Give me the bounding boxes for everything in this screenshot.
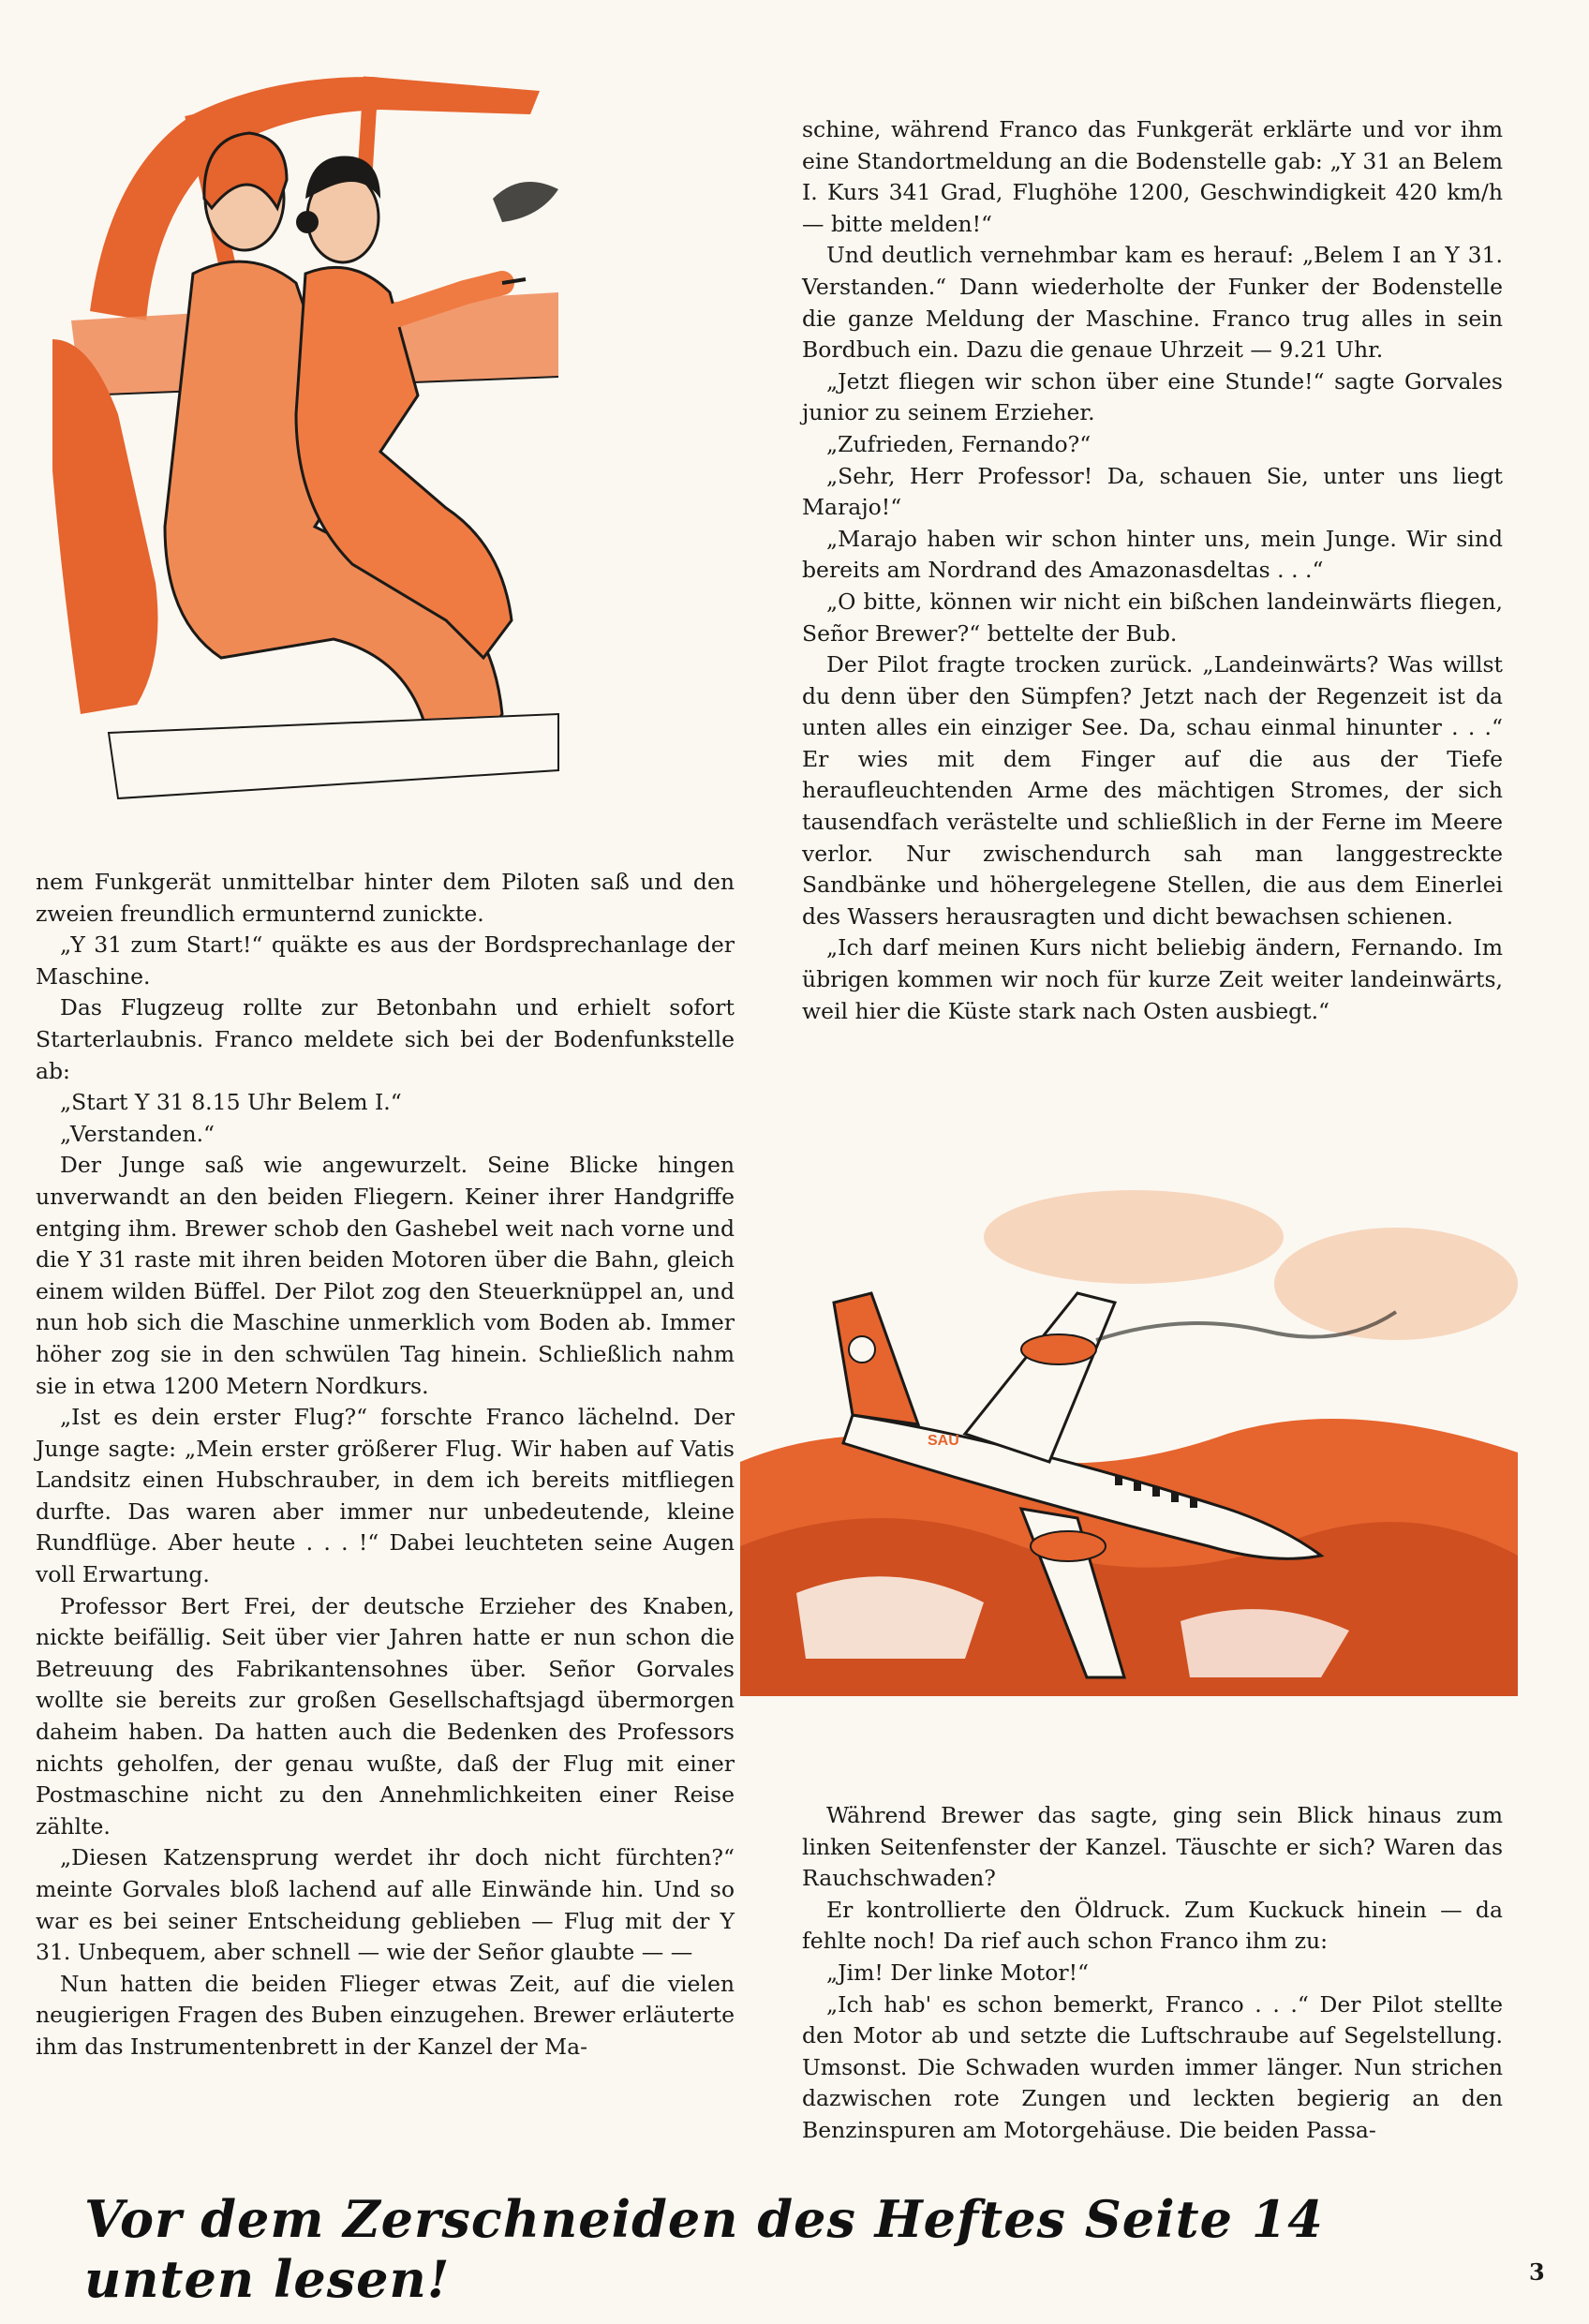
paragraph: „Verstanden.“	[60, 1120, 215, 1147]
paragraph: „Diesen Katzensprung werdet ihr doch nicht fürchten?“ meinte Gorvales bloß lachend auf alle Einwände hin. Und so war es bei seiner Entscheidung geblieben — Flug mit der Y 31. Unbequem, aber schnell — wie der Señor glaubte — —	[36, 1844, 735, 1966]
footer-note: Vor dem Zerschneiden des Heftes Seite 14 unten lesen!	[84, 2189, 1324, 2309]
paragraph: Professor Bert Frei, der deutsche Erzieher des Knaben, nickte beifällig. Seit über vier Jahren hatte er nun schon die Betreuung des Fabrikantensohnes über. Señor Gorvales wollte sie bereits zur großen Gesellschaftsjagd übermorgen daheim haben. Da hatten auch die Bedenken des Professors nichts geholfen, der genau wußte, daß der Flug mit einer Postmaschine nicht zu den Annehmlichkeiten einer Reise zählte.	[36, 1592, 735, 1840]
right-column-bottom	[802, 1800, 1503, 2147]
paragraph: „Ich hab' es schon bemerkt, Franco . . .“ Der Pilot stellte den Motor ab und setzte die Luftschraube auf Segelstellung. Umsonst. Die Schwaden wurden immer länger. Nun strichen dazwischen rote Zungen und leckten begierig an den Benzinspuren am Motorgehäuse. Die beiden Passa-	[802, 1990, 1503, 2143]
paragraph: „O bitte, können wir nicht ein bißchen landeinwärts fliegen, Señor Brewer?“ bettelte der Bub.	[802, 588, 1503, 647]
paragraph: nem Funkgerät unmittelbar hinter dem Piloten saß und den zweien freundlich ermunternd zunickte.	[36, 869, 735, 927]
paragraph: „Marajo haben wir schon hinter uns, mein Junge. Wir sind bereits am Nordrand des Amazonasdeltas . . .“	[802, 525, 1503, 584]
paragraph: „Jetzt fliegen wir schon über eine Stunde!“ sagte Gorvales junior zu seinem Erzieher.	[802, 367, 1503, 426]
paragraph: Der Pilot fragte trocken zurück. „Landeinwärts? Was willst du denn über den Sümpfen? Jetzt nach der Regenzeit ist da unten alles ein einziger See. Da, schau einmal hinunter . . .“ Er wies mit dem Finger auf die aus der Tiefe heraufleuchtenden Arme des mächtigen Stromes, der sich tausendfach verästelte und schließlich in der Ferne im Meere verlor. Nur zwischendurch sah man langgestreckte Sandbänke und höhergelegene Stellen, die aus dem Einerlei des Wassers herausragten und dicht bewachsen schienen.	[802, 651, 1503, 930]
right-column-top	[802, 114, 1503, 1027]
paragraph: Und deutlich vernehmbar kam es herauf: „Belem I an Y 31. Verstanden.“ Dann wiederholte der Funker der Bodenstelle die ganze Meldung der Maschine. Franco trug alles in sein Bordbuch ein. Dazu die genaue Uhrzeit — 9.21 Uhr.	[802, 242, 1503, 364]
cockpit-drawing	[52, 58, 577, 836]
paragraph: Der Junge saß wie angewurzelt. Seine Blicke hingen unverwandt an den beiden Fliegern. Keiner ihrer Handgriffe entging ihm. Brewer schob den Gashebel weit nach vorne und die Y 31 raste mit ihren beiden Motoren über die Bahn, gleich einem wilden Büffel. Der Pilot zog den Steuerknüppel an, und nun hob sich die Maschine unmerklich vom Boden ab. Immer höher zog sie in den schwülen Tag hinein. Schließlich nahm sie in etwa 1200 Metern Nordkurs.	[36, 1152, 735, 1399]
paragraph: „Ich darf meinen Kurs nicht beliebig ändern, Fernando. Im übrigen kommen wir noch für kurze Zeit weiter landeinwärts, weil hier die Küste stark nach Osten ausbiegt.“	[802, 934, 1503, 1024]
paragraph: „Ist es dein erster Flug?“ forschte Franco lächelnd. Der Junge sagte: „Mein erster größerer Flug. Wir haben auf Vatis Landsitz einen Hubschrauber, in dem ich bereits mitfliegen durfte. Das waren aber immer nur unbedeutende, kleine Rundflüge. Aber heute . . . !“ Dabei leuchteten seine Augen voll Erwartung.	[36, 1404, 735, 1588]
airplane-drawing	[740, 1153, 1518, 1696]
cockpit-illustration	[52, 58, 577, 836]
left-column	[36, 867, 735, 2063]
page-number: 3	[1529, 2258, 1545, 2286]
paragraph: schine, während Franco das Funkgerät erklärte und vor ihm eine Standortmeldung an die Bodenstelle gab: „Y 31 an Belem I. Kurs 341 Grad, Flughöhe 1200, Geschwindigkeit 420 km/h — bitte melden!“	[802, 116, 1503, 237]
airplane-illustration	[740, 1153, 1518, 1696]
paragraph: Während Brewer das sagte, ging sein Blick hinaus zum linken Seitenfenster der Kanzel. Täuschte er sich? Waren das Rauchschwaden?	[802, 1802, 1503, 1892]
paragraph: „Start Y 31 8.15 Uhr Belem I.“	[60, 1089, 402, 1116]
paragraph: „Jim! Der linke Motor!“	[826, 1959, 1090, 1986]
airplane-marking: SAU	[928, 1433, 959, 1449]
paragraph: „Zufrieden, Fernando?“	[826, 430, 1092, 457]
paragraph: Nun hatten die beiden Flieger etwas Zeit, auf die vielen neugierigen Fragen des Buben einzugehen. Brewer erläuterte ihm das Instrumentenbrett in der Kanzel der Ma-	[36, 1970, 735, 2060]
paragraph: Das Flugzeug rollte zur Betonbahn und erhielt sofort Starterlaubnis. Franco meldete sich bei der Bodenfunkstelle ab:	[36, 994, 735, 1084]
paragraph: „Y 31 zum Start!“ quäkte es aus der Bordsprechanlage der Maschine.	[36, 931, 735, 990]
paragraph: Er kontrollierte den Öldruck. Zum Kuckuck hinein — da fehlte noch! Da rief auch schon Franco ihm zu:	[802, 1896, 1503, 1955]
paragraph: „Sehr, Herr Professor! Da, schauen Sie, unter uns liegt Marajo!“	[802, 462, 1503, 521]
